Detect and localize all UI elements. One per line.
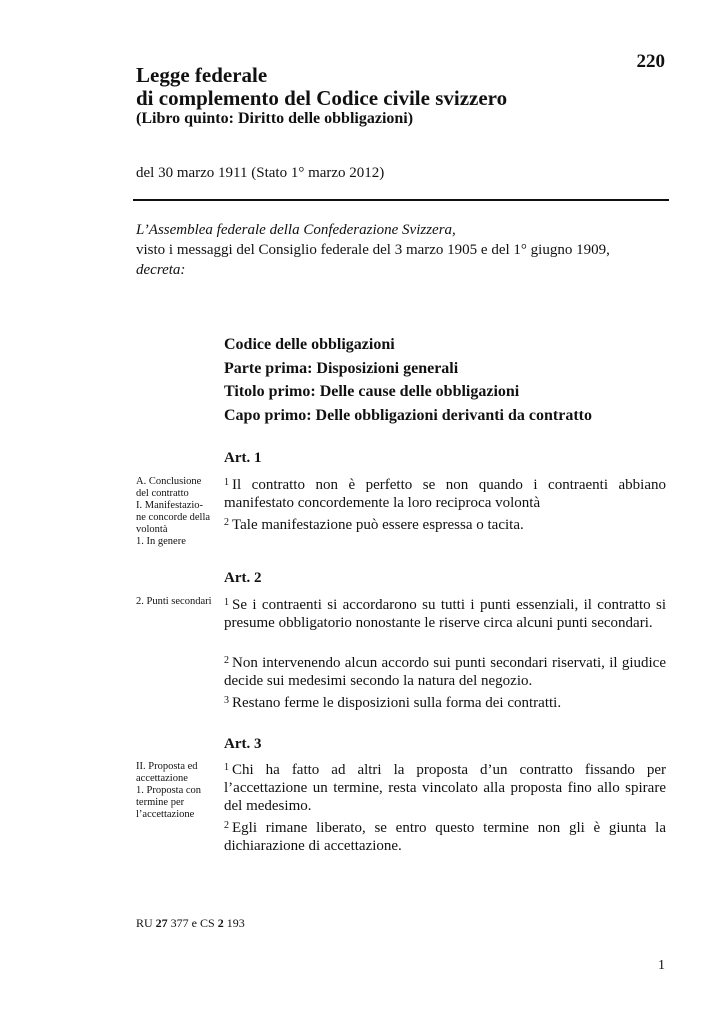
sr-number: 220 [636, 51, 665, 72]
paragraph-number: 2 [224, 820, 229, 831]
preamble [136, 220, 676, 280]
paragraph-number: 1 [224, 597, 229, 608]
official-collection-reference: RU 27 377 e CS 2 193 [136, 916, 245, 930]
marginal-note [136, 476, 212, 548]
heading-chapter: Capo primo: Delle obbligazioni derivanti da contratto [224, 406, 592, 424]
preamble-line2: visto i messaggi del Consiglio federale del 3 marzo 1905 e del 1° giugno 1909, [136, 242, 610, 258]
article-title: Art. 1 [224, 450, 262, 466]
heading-part: Parte prima: Disposizioni generali [224, 359, 459, 377]
paragraph [224, 514, 666, 534]
preamble-line3: decreta: [136, 262, 186, 278]
paragraph [224, 759, 666, 815]
preamble-line1: L’Assemblea federale della Confederazione Svizzera, [136, 222, 456, 238]
header-divider [133, 199, 669, 201]
paragraph-text: Se i contraenti si accordarono su tutti i punti essenziali, il contratto si presume obbligatorio nonostante le riserve circa alcuni punti secondari. [224, 597, 666, 631]
paragraph-text: Egli rimane liberato, se entro questo termine non gli è giunta la dichiarazione di accettazione. [224, 820, 666, 854]
paragraph [224, 692, 666, 712]
law-title [136, 64, 507, 110]
paragraph-text: Il contratto non è perfetto se non quando i contraenti abbiano manifestato concordemente la loro reciproca volontà [224, 477, 666, 511]
paragraph [224, 474, 666, 512]
article-title: Art. 2 [224, 570, 262, 586]
paragraph-text: Chi ha fatto ad altri la proposta d’un contratto fissando per l’accettazione un termine, resta vincolato alla proposta fino allo spirare del medesimo. [224, 762, 666, 814]
section-headings [224, 333, 592, 427]
paragraph-number: 2 [224, 655, 229, 666]
marginal-note [136, 596, 212, 608]
paragraph-number: 1 [224, 477, 229, 488]
paragraph-text: Non intervenendo alcun accordo sui punti secondari riservati, il giudice decide sui medesimi secondo la natura del negozio. [224, 655, 666, 689]
marginal-note [136, 761, 212, 821]
law-title-line1: Legge federale [136, 63, 268, 87]
marginal-line: A. Conclusione del contratto [136, 476, 202, 499]
paragraph-text: Restano ferme le disposizioni sulla forma dei contratti. [232, 695, 562, 711]
paragraph-number: 2 [224, 517, 229, 528]
paragraph [224, 652, 666, 690]
paragraph-number: 3 [224, 695, 229, 706]
marginal-line: I. Manifestazio-ne concorde della volontà [136, 500, 211, 535]
paragraph-text: Tale manifestazione può essere espressa o tacita. [232, 517, 524, 533]
article-title: Art. 3 [224, 736, 262, 752]
law-date: del 30 marzo 1911 (Stato 1° marzo 2012) [136, 165, 385, 181]
heading-title: Titolo primo: Delle cause delle obbligazioni [224, 383, 520, 400]
marginal-line: 2. Punti secondari [136, 596, 212, 607]
paragraph [224, 817, 666, 855]
marginal-line: II. Proposta ed accettazione [136, 761, 198, 784]
page-number: 1 [658, 958, 665, 973]
paragraph [224, 594, 666, 632]
law-title-line2: di complemento del Codice civile svizzero [136, 86, 508, 110]
heading-code: Codice delle obbligazioni [224, 336, 395, 353]
marginal-line: 1. Proposta con termine per l’accettazione [136, 785, 202, 820]
law-subtitle: (Libro quinto: Diritto delle obbligazioni) [136, 110, 414, 127]
marginal-line: 1. In genere [136, 536, 186, 547]
paragraph-number: 1 [224, 762, 229, 773]
